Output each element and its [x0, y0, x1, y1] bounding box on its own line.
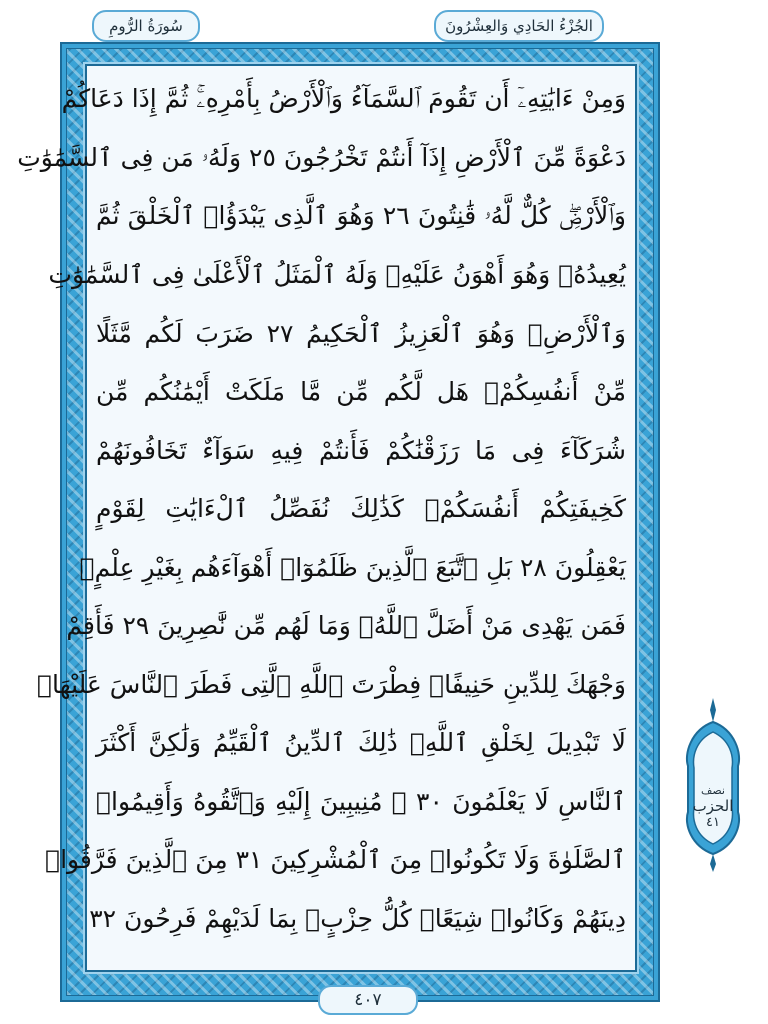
verse-line — [79, 538, 626, 597]
verse-line — [45, 831, 626, 890]
verse-line — [96, 304, 626, 363]
page-number — [318, 985, 418, 1015]
hizb-marker-label — [686, 784, 740, 830]
verse-line-text: فَمَن يَهْدِى مَنْ أَضَلَّ ٱللَّهُۖ وَمَا لَهُم مِّن نَّٰصِرِينَ ٢٩ فَأَقِمْ — [66, 611, 626, 641]
verse-line — [66, 597, 626, 656]
verse-line — [17, 129, 626, 188]
verse-line — [96, 772, 626, 831]
page-number-text: ٤٠٧ — [354, 990, 382, 1010]
verse-line-text: دِينَهُمْ وَكَانُوا۟ شِيَعًاۖ كُلُّ حِزْبٍۭ بِمَا لَدَيْهِمْ فَرِحُونَ ٣٢ — [89, 903, 626, 933]
surah-name-tab — [92, 10, 200, 42]
verse-line-text: يَعْقِلُونَ ٢٨ بَلِ ٱتَّبَعَ ٱلَّذِينَ ظَلَمُوٓا۟ أَهْوَآءَهُم بِغَيْرِ عِلْمٍۖ — [79, 552, 626, 582]
verse-line-text: وَٱلْأَرْضِۚ وَهُوَ ٱلْعَزِيزُ ٱلْحَكِيمُ ٢٧ ضَرَبَ لَكُم مَّثَلًا — [96, 318, 626, 348]
juz-name: الجُزْءُ الحَادِي وَالعِشْرُونَ — [445, 17, 593, 35]
verse-line-text: وَجْهَكَ لِلدِّينِ حَنِيفًاۚ فِطْرَتَ ٱللَّهِ ٱلَّتِى فَطَرَ ٱلنَّاسَ عَلَيْهَاۚ — [36, 669, 626, 699]
verse-line-text: يُعِيدُهُۥ وَهُوَ أَهْوَنُ عَلَيْهِۚ وَلَهُ ٱلْمَثَلُ ٱلْأَعْلَىٰ فِى ٱلسَّمَٰوَٰتِ — [48, 260, 626, 290]
quran-text — [17, 70, 626, 948]
verse-line — [96, 480, 626, 539]
verse-line-text: مِّنْ أَنفُسِكُمْۖ هَل لَّكُم مِّن مَّا مَلَكَتْ أَيْمَٰنُكُم مِّن — [96, 377, 626, 407]
verse-line-text: ٱلنَّاسِ لَا يَعْلَمُونَ ٣٠ ۞ مُنِيبِينَ إِلَيْهِ وَٱتَّقُوهُ وَأَقِيمُوا۟ — [96, 786, 626, 816]
verse-line-text: ٱلصَّلَوٰةَ وَلَا تَكُونُوا۟ مِنَ ٱلْمُشْرِكِينَ ٣١ مِنَ ٱلَّذِينَ فَرَّقُوا۟ — [45, 845, 626, 875]
verse-line — [36, 655, 626, 714]
verse-line-text: شُرَكَآءَ فِى مَا رَزَقْنَٰكُمْ فَأَنتُمْ فِيهِ سَوَآءٌ تَخَافُونَهُمْ — [96, 435, 626, 465]
verse-line-text: وَٱلْأَرْضِۖ كُلٌّ لَّهُۥ قَٰنِتُونَ ٢٦ وَهُوَ ٱلَّذِى يَبْدَؤُا۟ ٱلْخَلْقَ ثُمَّ — [96, 201, 626, 231]
verse-line — [48, 246, 626, 305]
verse-line-text: كَخِيفَتِكُمْ أَنفُسَكُمْۚ كَذَٰلِكَ نُفَصِّلُ ٱلْءَايَٰتِ لِقَوْمٍ — [96, 494, 626, 524]
verse-line — [96, 714, 626, 773]
verse-line — [61, 70, 626, 129]
hizb-half-label: نصف — [701, 784, 725, 797]
hizb-number: ٤١ — [706, 815, 720, 830]
verse-line-text: دَعْوَةً مِّنَ ٱلْأَرْضِ إِذَآ أَنتُمْ تَخْرُجُونَ ٢٥ وَلَهُۥ مَن فِى ٱلسَّمَٰوَٰتِ — [17, 142, 626, 172]
surah-name: سُورَةُ الرُّومِ — [109, 17, 183, 35]
hizb-word: الحزب — [692, 797, 734, 815]
verse-line — [96, 421, 626, 480]
verse-line — [89, 889, 626, 948]
verse-line — [96, 363, 626, 422]
verse-line-text: وَمِنْ ءَايَٰتِهِۦٓ أَن تَقُومَ ٱلسَّمَآءُ وَٱلْأَرْضُ بِأَمْرِهِۦۚ ثُمَّ إِذَا دَعَاكُمْ — [61, 84, 626, 114]
juz-name-tab — [434, 10, 604, 42]
verse-line — [96, 187, 626, 246]
verse-line-text: لَا تَبْدِيلَ لِخَلْقِ ٱللَّهِۚ ذَٰلِكَ ٱلدِّينُ ٱلْقَيِّمُ وَلَٰكِنَّ أَكْثَرَ — [96, 728, 626, 758]
